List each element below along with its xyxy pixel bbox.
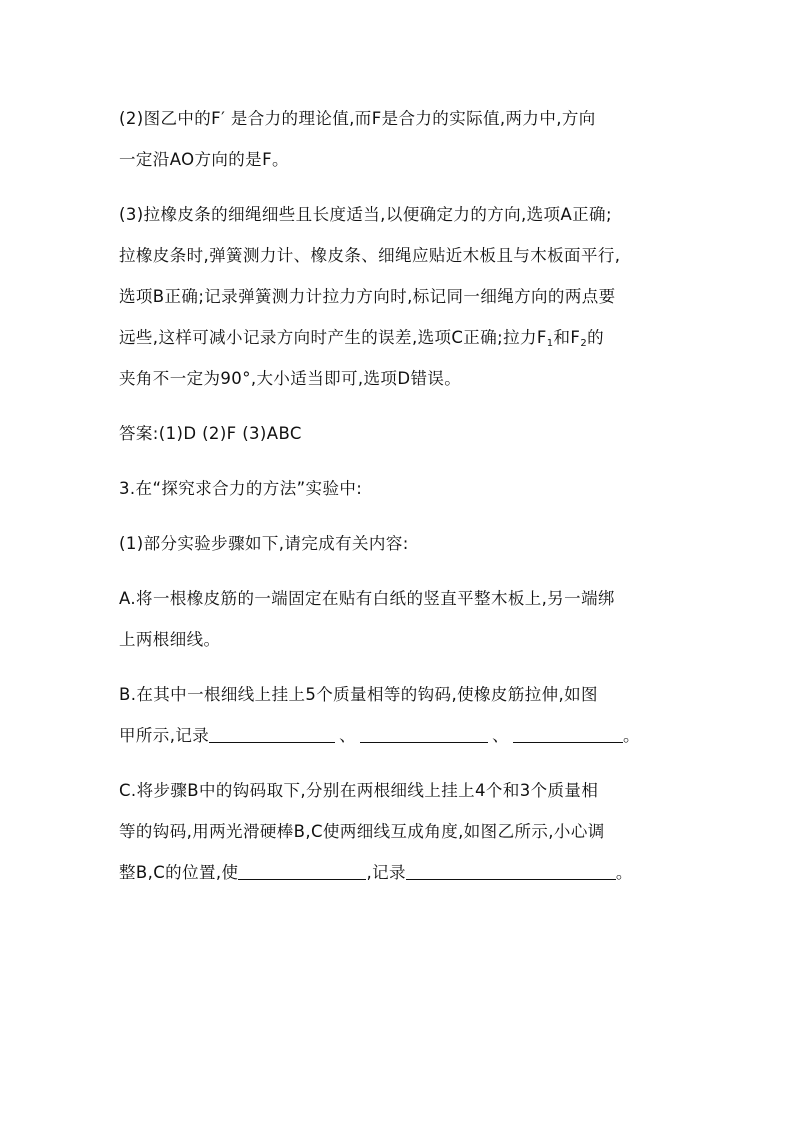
fill-blank-2[interactable] [360,726,488,743]
step-c-line1: C.将步骤B中的钩码取下,分别在两根细线上挂上4个和3个质量相 [119,781,599,800]
answer-part3-line4-text-a: 远些,这样可减小记录方向时产生的误差,选项C正确;拉力F [119,328,547,347]
answer-part2-line1: (2)图乙中的F′ 是合力的理论值,而F是合力的实际值,两力中,方向 [119,109,596,128]
fill-blank-5[interactable] [406,863,616,880]
step-c-line3-text-b: ,记录 [366,863,406,882]
subscript-1: 1 [546,338,554,349]
question-3-title: 3.在“探究求合力的方法”实验中: [119,479,363,498]
step-b-line2-text: 甲所示,记录 [119,726,210,745]
separator-1: 、 [339,726,357,745]
answer-part3-line5: 夹角不一定为90°,大小适当即可,选项D错误。 [119,369,462,388]
fill-blank-1[interactable] [209,726,335,743]
step-b-line2 [119,725,640,747]
answer-part3-line2: 拉橡皮条时,弹簧测力计、橡皮条、细绳应贴近木板且与木板面平行, [119,246,621,265]
question-3-part1: (1)部分实验步骤如下,请完成有关内容: [119,534,409,553]
subscript-2: 2 [580,338,588,349]
answer-part3-line4-text-b: 和F [553,328,581,347]
answer-summary: 答案:(1)D (2)F (3)ABC [119,424,302,443]
answer-part3-line3: 选项B正确;记录弹簧测力计拉力方向时,标记同一细绳方向的两点要 [119,287,616,306]
step-a-line1: A.将一根橡皮筋的一端固定在贴有白纸的竖直平整木板上,另一端绑 [119,589,615,608]
answer-part3-line4-text-c: 的 [587,328,604,347]
answer-part3-line4 [119,327,604,349]
step-c-line3-end: 。 [615,863,633,882]
fill-blank-4[interactable] [238,863,366,880]
step-c-line3-text-a: 整B,C的位置,使 [119,863,239,882]
step-c-line2: 等的钩码,用两光滑硬棒B,C使两细线互成角度,如图乙所示,小心调 [119,822,605,841]
fill-blank-3[interactable] [513,726,623,743]
step-c-line3 [119,862,633,884]
answer-part3-line1: (3)拉橡皮条的细绳细些且长度适当,以便确定力的方向,选项A正确; [119,205,612,224]
step-b-line1: B.在其中一根细线上挂上5个质量相等的钩码,使橡皮筋拉伸,如图 [119,685,598,704]
answer-part2-line2: 一定沿AO方向的是F。 [119,150,289,169]
step-a-line2: 上两根细线。 [119,630,221,649]
separator-2: 、 [492,726,509,745]
step-b-line2-end: 。 [622,726,640,745]
